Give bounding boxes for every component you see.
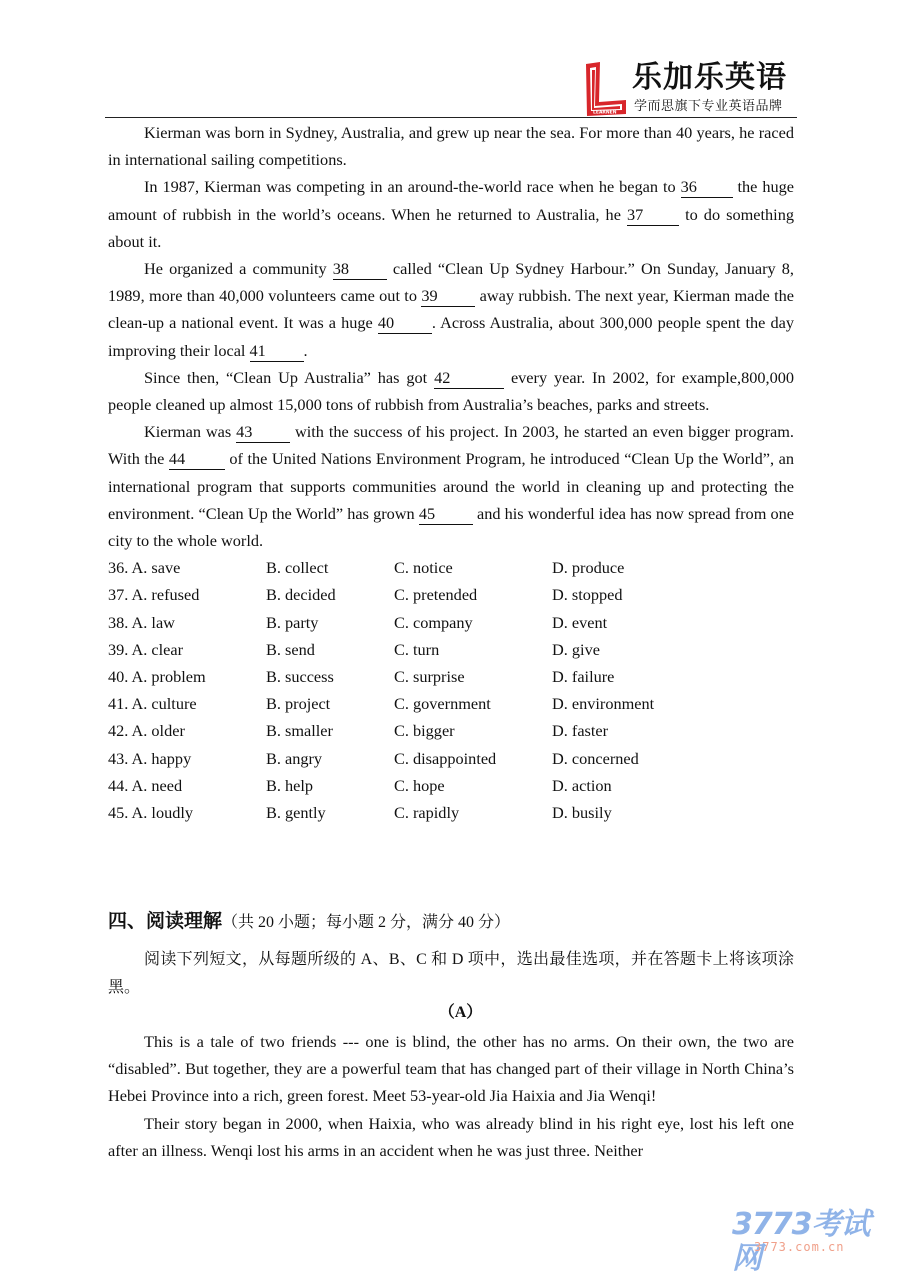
option-a: 45. A. loudly [108, 802, 194, 822]
cloze-section [108, 119, 794, 826]
option-a: 44. A. need [108, 775, 183, 795]
option-row [108, 554, 794, 581]
passage-label-text: （A） [438, 1004, 483, 1021]
option-b: B. party [266, 612, 319, 632]
passage-paragraph: This is a tale of two friends --- one is blind, the other has no arms. On their own, the two are “disabled”. But together, they are a powerful team that has changed part of their village in North China’s Hebei Province into a rich, green forest. Meet 53-year-old Jia Haixia and Jia Wenqi! [108, 1032, 794, 1106]
section-scoring: （共 20 小题；每小题 2 分，满分 40 分） [222, 914, 511, 931]
cloze-text: called “Clean Up Sydney Harbour.” On Sunday, January 8, 1989, more than 40,000 volunteers came out to [108, 259, 794, 306]
option-b: B. smaller [266, 721, 333, 741]
option-c: C. pretended [394, 585, 478, 605]
cloze-text: Kierman was born in Sydney, Australia, and grew up near the sea. For more than 40 years, he raced in international sailing competitions. [108, 123, 794, 170]
cloze-text: He organized a community [144, 259, 333, 279]
option-b: B. angry [266, 748, 323, 768]
option-b: B. decided [266, 585, 336, 605]
option-a: 38. A. law [108, 612, 175, 632]
option-d: D. stopped [552, 585, 623, 605]
brand-logo [584, 62, 804, 118]
option-a: 42. A. older [108, 721, 185, 741]
cloze-text: to do something about it. [108, 204, 794, 251]
section-instructions: 阅读下列短文，从每题所级的 A、B、C 和 D 项中，选出最佳选项，并在答题卡上将该项涂黑。 [108, 951, 794, 996]
option-b: B. send [266, 639, 315, 659]
option-b: B. success [266, 667, 334, 686]
option-row [108, 663, 794, 690]
cloze-blank-37: 37 [627, 205, 679, 226]
option-a: 41. A. culture [108, 694, 197, 714]
watermark [732, 1207, 892, 1276]
cloze-text: In 1987, Kierman was competing in an around-the-world race when he began to [144, 177, 681, 197]
option-d: D. event [552, 612, 608, 632]
cloze-blank-45: 45 [419, 504, 473, 525]
option-d: D. concerned [552, 748, 639, 768]
option-a: 39. A. clear [108, 639, 184, 659]
option-a: 40. A. problem [108, 667, 206, 686]
option-b: B. help [266, 775, 314, 795]
cloze-paragraph [108, 173, 794, 255]
cloze-blank-42: 42 [434, 368, 504, 389]
cloze-blank-41: 41 [250, 341, 304, 362]
logo-title: 乐加乐英语 [632, 60, 787, 95]
option-a: 36. A. save [108, 558, 181, 578]
option-row [108, 717, 794, 744]
cloze-paragraph [108, 418, 794, 554]
option-b: B. project [266, 694, 331, 714]
cloze-text: away rubbish. The next year, Kierman made the clean-up a national event. It was a huge [108, 286, 794, 333]
header-divider [105, 117, 797, 118]
option-row [108, 745, 794, 772]
option-row [108, 581, 794, 608]
cloze-blank-44: 44 [169, 449, 225, 470]
cloze-options [108, 554, 794, 826]
cloze-paragraph [108, 255, 794, 364]
option-c: C. rapidly [394, 802, 460, 822]
cloze-text: the huge amount of rubbish in the world’s oceans. When he returned to Australia, he [108, 177, 794, 224]
passage-label [0, 999, 901, 1022]
cloze-text: and his wonderful idea has now spread from one city to the whole world. [108, 503, 795, 551]
cloze-text: Kierman was [144, 422, 237, 442]
cloze-text: with the success of his project. In 2003, he started an even bigger program. With the [108, 422, 794, 469]
passage-paragraph: Their story began in 2000, when Haixia, who was already blind in his right eye, lost his left one after an illness. Wenqi lost his arms in an accident when he was just three. Neither [108, 1113, 794, 1160]
option-c: C. notice [394, 558, 453, 578]
cloze-text: of the United Nations Environment Program, he introduced “Clean Up the World”, an international program that supports communities around the world in cleaning up and protecting the environment. “Clean Up the World” has grown [108, 449, 794, 523]
option-d: D. failure [552, 667, 615, 686]
option-d: D. faster [552, 721, 609, 741]
watermark-url: 3773.com.cn [754, 1240, 845, 1254]
svg-text:LEARNEN: LEARNEN [593, 110, 617, 116]
option-d: D. busily [552, 802, 612, 822]
watermark-main: 3773考试网 [732, 1207, 870, 1276]
option-d: D. produce [552, 558, 625, 578]
cloze-blank-39: 39 [421, 286, 475, 307]
cloze-paragraph [108, 119, 794, 173]
section-heading [108, 907, 510, 937]
section-title: 四、阅读理解 [108, 910, 223, 932]
option-b: B. collect [266, 558, 329, 578]
cloze-blank-36: 36 [681, 177, 733, 198]
cloze-paragraph [108, 364, 794, 418]
cloze-blank-40: 40 [378, 313, 432, 334]
option-d: D. action [552, 775, 612, 795]
option-c: C. bigger [394, 721, 455, 741]
option-row [108, 690, 794, 717]
cloze-text: . [303, 340, 308, 360]
option-c: C. government [394, 694, 491, 714]
cloze-text: every year. In 2002, for example,800,000 people cleaned up almost 15,000 tons of rubbish from Australia’s beaches, parks and streets. [108, 367, 794, 415]
option-d: D. give [552, 639, 600, 659]
cloze-text: Since then, “Clean Up Australia” has got [144, 367, 435, 387]
option-row [108, 609, 794, 636]
option-d: D. environment [552, 694, 655, 714]
option-row [108, 636, 794, 663]
l-logo-icon [584, 62, 628, 116]
option-c: C. turn [394, 639, 440, 659]
option-a: 37. A. refused [108, 585, 200, 605]
option-a: 43. A. happy [108, 748, 192, 768]
option-row [108, 772, 794, 799]
option-row [108, 799, 794, 826]
option-b: B. gently [266, 802, 326, 822]
option-c: C. disappointed [394, 748, 497, 768]
passage-a [108, 1028, 794, 1164]
logo-subtitle: 学而思旗下专业英语品牌 [634, 99, 783, 114]
cloze-text: . Across Australia, about 300,000 people spent the day improving their local [108, 313, 794, 360]
option-c: C. hope [394, 775, 445, 795]
option-c: C. surprise [394, 667, 465, 686]
option-c: C. company [394, 612, 473, 632]
cloze-passage [108, 119, 794, 554]
cloze-blank-38: 38 [333, 259, 387, 280]
cloze-blank-43: 43 [236, 422, 290, 443]
